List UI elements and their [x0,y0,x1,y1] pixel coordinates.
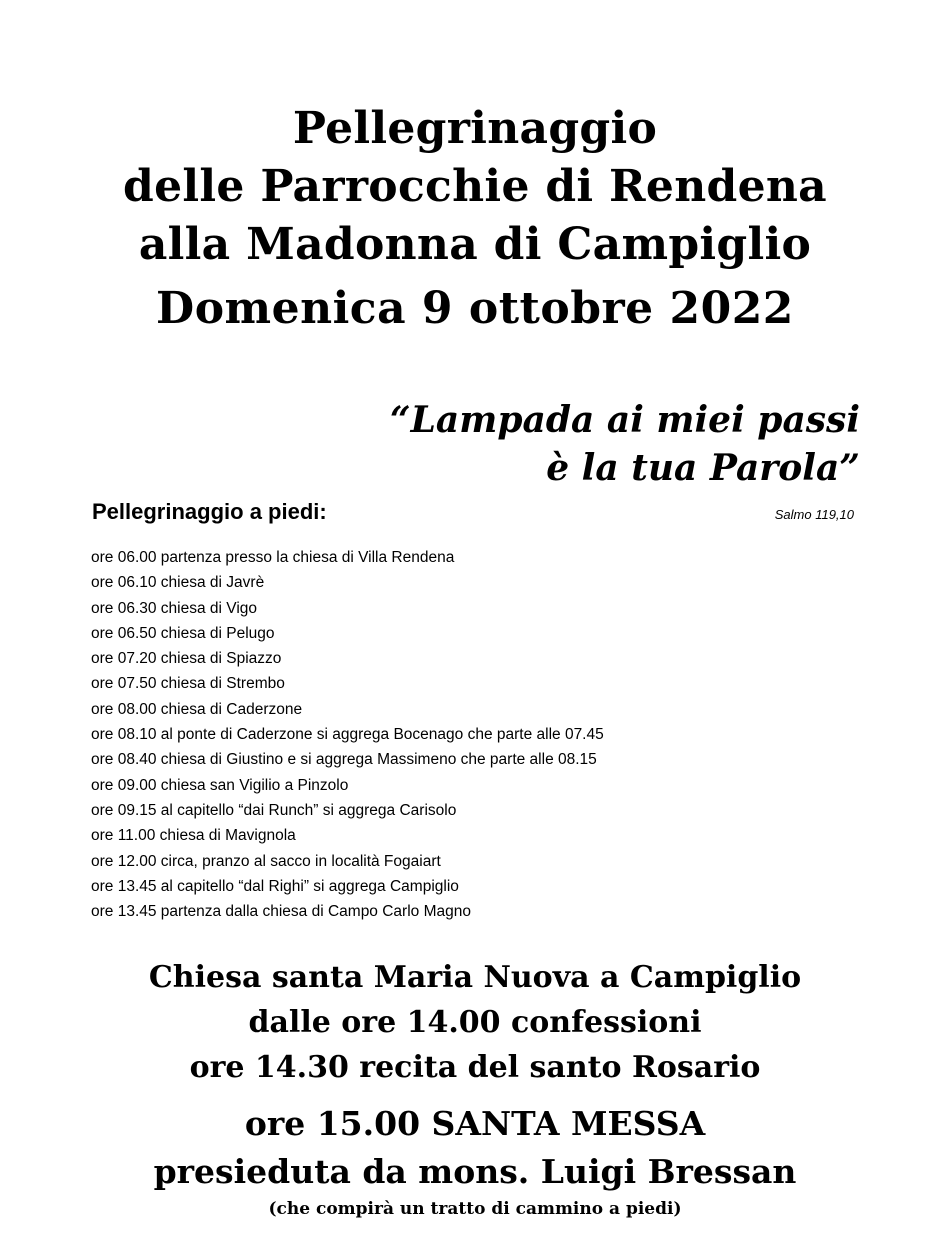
schedule-item: ore 07.20 chiesa di Spiazzo [91,650,282,668]
schedule-item: ore 12.00 circa, pranzo al sacco in località Fogaiart [91,852,441,870]
schedule-item: ore 08.00 chiesa di Caderzone [91,700,303,718]
walk-heading: Pellegrinaggio a piedi: [92,499,327,524]
mass-time: ore 15.00 SANTA MESSA [244,1104,706,1143]
schedule-item: ore 06.30 chiesa di Vigo [91,599,258,617]
schedule-item: ore 06.10 chiesa di Javrè [91,574,265,592]
schedule-item: ore 06.50 chiesa di Pelugo [91,624,275,642]
walk-schedule [91,545,604,924]
title-line-3: alla Madonna di Campiglio [138,219,812,270]
schedule-item: ore 13.45 partenza dalla chiesa di Campo Carlo Magno [91,903,471,921]
schedule-item: ore 13.45 al capitello “dal Righi” si aggrega Campiglio [91,877,459,895]
bible-quote [390,396,860,492]
mass-info [0,1100,950,1222]
quote-line-2: è la tua Parola” [546,447,860,489]
celebrant-note: (che compirà un tratto di cammino a piedi) [268,1199,682,1219]
church-name: Chiesa santa Maria Nuova a Campiglio [148,960,802,995]
schedule-item: ore 11.00 chiesa di Mavignola [91,827,296,845]
quote-line-1: “Lampada ai miei passi [389,399,860,441]
event-date: Domenica 9 ottobre 2022 [156,283,794,334]
mass-celebrant: presieduta da mons. Luigi Bressan [153,1152,797,1191]
title-block [0,100,950,338]
confessions-time: dalle ore 14.00 confessioni [248,1005,702,1040]
schedule-item: ore 07.50 chiesa di Strembo [91,675,285,693]
rosary-time: ore 14.30 recita del santo Rosario [189,1050,761,1085]
schedule-item: ore 09.15 al capitello “dai Runch” si aggrega Carisolo [91,801,457,819]
schedule-item: ore 08.10 al ponte di Caderzone si aggrega Bocenago che parte alle 07.45 [91,726,604,744]
title-line-1: Pellegrinaggio [292,103,658,154]
psalm-reference: Salmo 119,10 [774,507,854,522]
church-program [0,955,950,1222]
schedule-item: ore 06.00 partenza presso la chiesa di Villa Rendena [91,549,455,566]
schedule-item: ore 08.40 chiesa di Giustino e si aggrega Massimeno che parte alle 08.15 [91,751,597,769]
schedule-item: ore 09.00 chiesa san Vigilio a Pinzolo [91,776,349,794]
title-line-2: delle Parrocchie di Rendena [123,161,827,212]
